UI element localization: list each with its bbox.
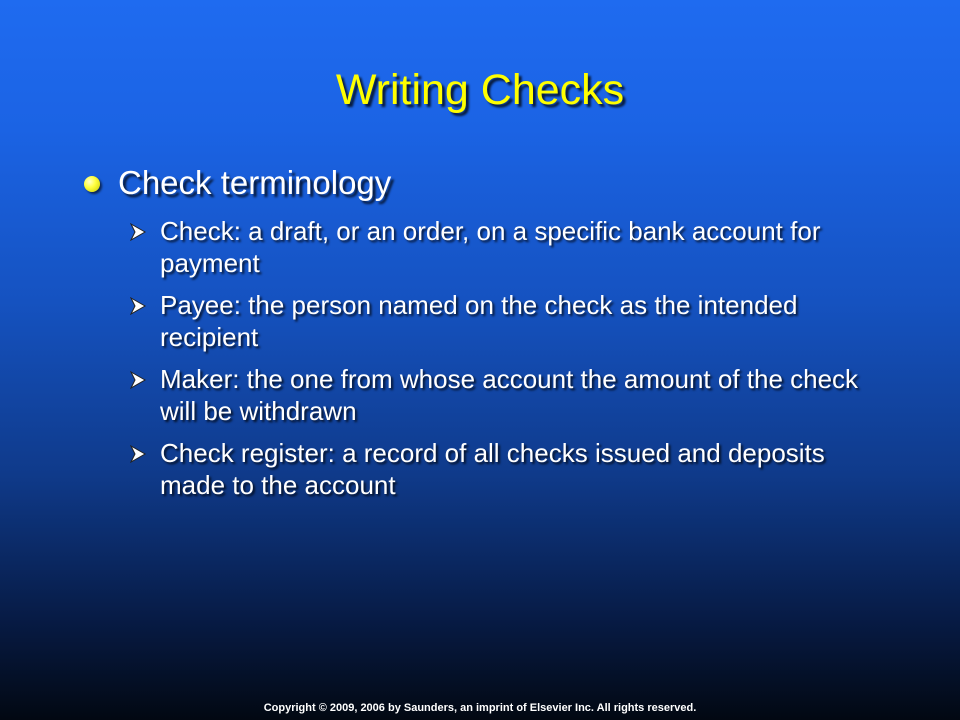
arrow-right-icon (130, 289, 152, 321)
bullet-text: Check terminology (118, 164, 392, 201)
yellow-dot-icon (84, 176, 100, 192)
sub-bullet-text: Payee: the person named on the check as the intended recipient (160, 290, 798, 352)
arrow-right-icon (130, 437, 152, 469)
sub-bullet-item (130, 215, 890, 279)
sub-bullet-item (130, 437, 890, 501)
arrow-right-icon (130, 215, 152, 247)
sub-bullet-item (130, 363, 890, 427)
arrow-right-icon (130, 363, 152, 395)
sub-bullet-text: Check: a draft, or an order, on a specific bank account for payment (160, 216, 821, 278)
slide-title: Writing Checks (335, 66, 625, 114)
sub-bullet-text: Maker: the one from whose account the amount of the check will be withdrawn (160, 364, 859, 426)
sub-bullet-text: Check register: a record of all checks issued and deposits made to the account (160, 438, 825, 500)
sub-bullet-list (130, 215, 890, 511)
sub-bullet-item (130, 289, 890, 353)
copyright-footer: Copyright © 2009, 2006 by Saunders, an imprint of Elsevier Inc. All rights reserved. (263, 702, 697, 714)
